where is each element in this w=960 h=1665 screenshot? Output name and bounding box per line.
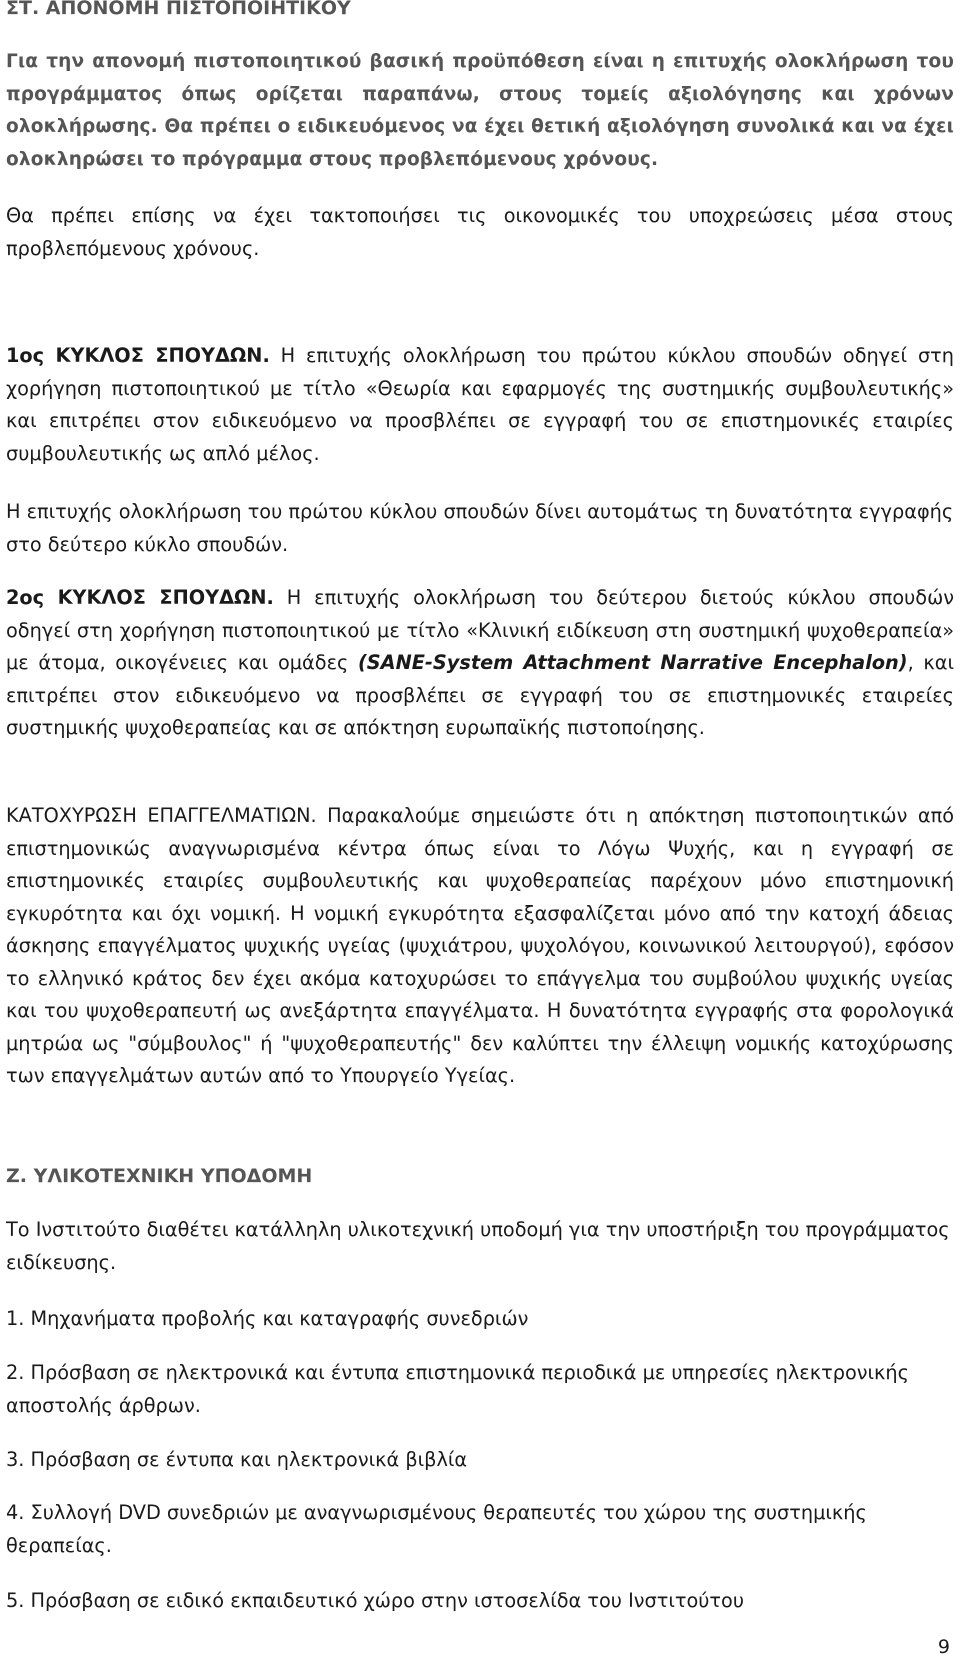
infrastructure-intro: Το Ινστιτούτο διαθέτει κατάλληλη υλικοτεχνική υποδομή για την υποστήριξη του προγράμματος ειδίκευσης. <box>6 1218 950 1274</box>
infrastructure-item: 2. Πρόσβαση σε ηλεκτρονικά και έντυπα επιστημονικά περιοδικά με υπηρεσίες ηλεκτρονικής αποστολής άρθρων. <box>6 1361 909 1417</box>
professional-registration-paragraph: ΚΑΤΟΧΥΡΩΣΗ ΕΠΑΓΓΕΛΜΑΤΙΩΝ. Παρακαλούμε σημειώστε ότι η απόκτηση πιστοποιητικών από επιστημονικώς αναγνωρισμένα κέντρα όπως είναι το Λόγω Ψυχής, και η εγγραφή σε επιστημονικές εταιρίες συμβουλευτικής και ψυχοθεραπείας παρέχουν μόνο επιστημονική εγκυρότητα και όχι νομική. Η νομική εγκυρότητα εξασφαλίζεται μόνο από την κατοχή άδειας άσκησης επαγγέλματος ψυχικής υγείας (ψυχιάτρου, ψυχολόγου, κοινωνικού λειτουργού), εφόσον το ελληνικό κράτος δεν έχει ακόμα κατοχυρώσει το επάγγελμα του συμβούλου ψυχικής υγείας και του ψυχοθεραπευτή ως ανεξάρτητα επαγγέλματα. Η δυνατότητα εγγραφής στα φορολογικά μητρώα ως "σύμβουλος" ή "ψυχοθεραπευτής" δεν καλύπτει την έλλειψη νομικής κατοχύρωσης των επαγγελμάτων αυτών από το Υπουργείο Υγείας. <box>6 804 954 1087</box>
section-title-certificate: ΣΤ. ΑΠΟΝΟΜΗ ΠΙΣΤΟΠΟΙΗΤΙΚΟΥ <box>6 0 351 19</box>
second-cycle-text: Η επιτυχής ολοκλήρωση του δεύτερου διετούς κύκλου σπουδών οδηγεί στη χορήγηση πιστοποιητικού με τίτλο «Κλινική ειδίκευση στη συστημική ψυχοθεραπεία» με άτομα, οικογένειες και ομάδες <box>6 586 955 674</box>
infrastructure-item: 1. Μηχανήματα προβολής και καταγραφής συνεδριών <box>6 1307 529 1330</box>
financial-obligations-paragraph: Θα πρέπει επίσης να έχει τακτοποιήσει τις οικονομικές του υποχρεώσεις μέσα στους προβλεπόμενους χρόνους. <box>6 204 954 260</box>
second-cycle-paragraph <box>6 582 954 745</box>
first-cycle-followup-paragraph: Η επιτυχής ολοκλήρωση του πρώτου κύκλου σπουδών δίνει αυτομάτως τη δυνατότητα εγγραφής στο δεύτερο κύκλο σπουδών. <box>6 500 954 556</box>
first-cycle-paragraph <box>6 340 954 470</box>
first-cycle-text: Η επιτυχής ολοκλήρωση του πρώτου κύκλου σπουδών οδηγεί στη χορήγηση πιστοποιητικού με τίτλο «Θεωρία και εφαρμογές της συστημικής συμβουλευτικής» και επιτρέπει στον ειδικευόμενο να προσβλέπει σε εγγραφή του σε επιστημονικές εταιρίες συμβουλευτικής ως απλό μέλος. <box>6 344 954 465</box>
infrastructure-item: 3. Πρόσβαση σε έντυπα και ηλεκτρονικά βιβλία <box>6 1448 468 1471</box>
sane-model-name: (SANE-System Attachment Narrative Encephalon) <box>357 651 908 674</box>
infrastructure-item: 4. Συλλογή DVD συνεδριών με αναγνωρισμένους θεραπευτές του χώρου της συστημικής θεραπείας. <box>6 1501 867 1557</box>
certificate-requirements-paragraph: Για την απονομή πιστοποιητικού βασική προϋπόθεση είναι η επιτυχής ολοκλήρωση του προγράμματος όπως ορίζεται παραπάνω, στους τομείς αξιολόγησης και χρόνων ολοκλήρωσης. Θα πρέπει ο ειδικευόμενος να έχει θετική αξιολόγηση συνολικά και να έχει ολοκληρώσει το πρόγραμμα στους προβλεπόμενους χρόνους. <box>6 51 954 170</box>
second-cycle-text-end: , και επιτρέπει στον ειδικευόμενο να προσβλέπει σε εγγραφή του σε επιστημονικές εταιρείες συστημικής ψυχοθεραπείας και σε απόκτηση ευρωπαϊκής πιστοποίησης. <box>6 651 954 739</box>
section-title-infrastructure: Ζ. ΥΛΙΚΟΤΕΧΝΙΚΗ ΥΠΟΔΟΜΗ <box>6 1165 313 1187</box>
page-number: 9 <box>937 1636 950 1658</box>
second-cycle-heading: 2ος ΚΥΚΛΟΣ ΣΠΟΥΔΩΝ. <box>6 586 274 609</box>
infrastructure-item: 5. Πρόσβαση σε ειδικό εκπαιδευτικό χώρο στην ιστοσελίδα του Ινστιτούτου <box>6 1589 744 1612</box>
first-cycle-heading: 1ος ΚΥΚΛΟΣ ΣΠΟΥΔΩΝ. <box>6 344 270 367</box>
